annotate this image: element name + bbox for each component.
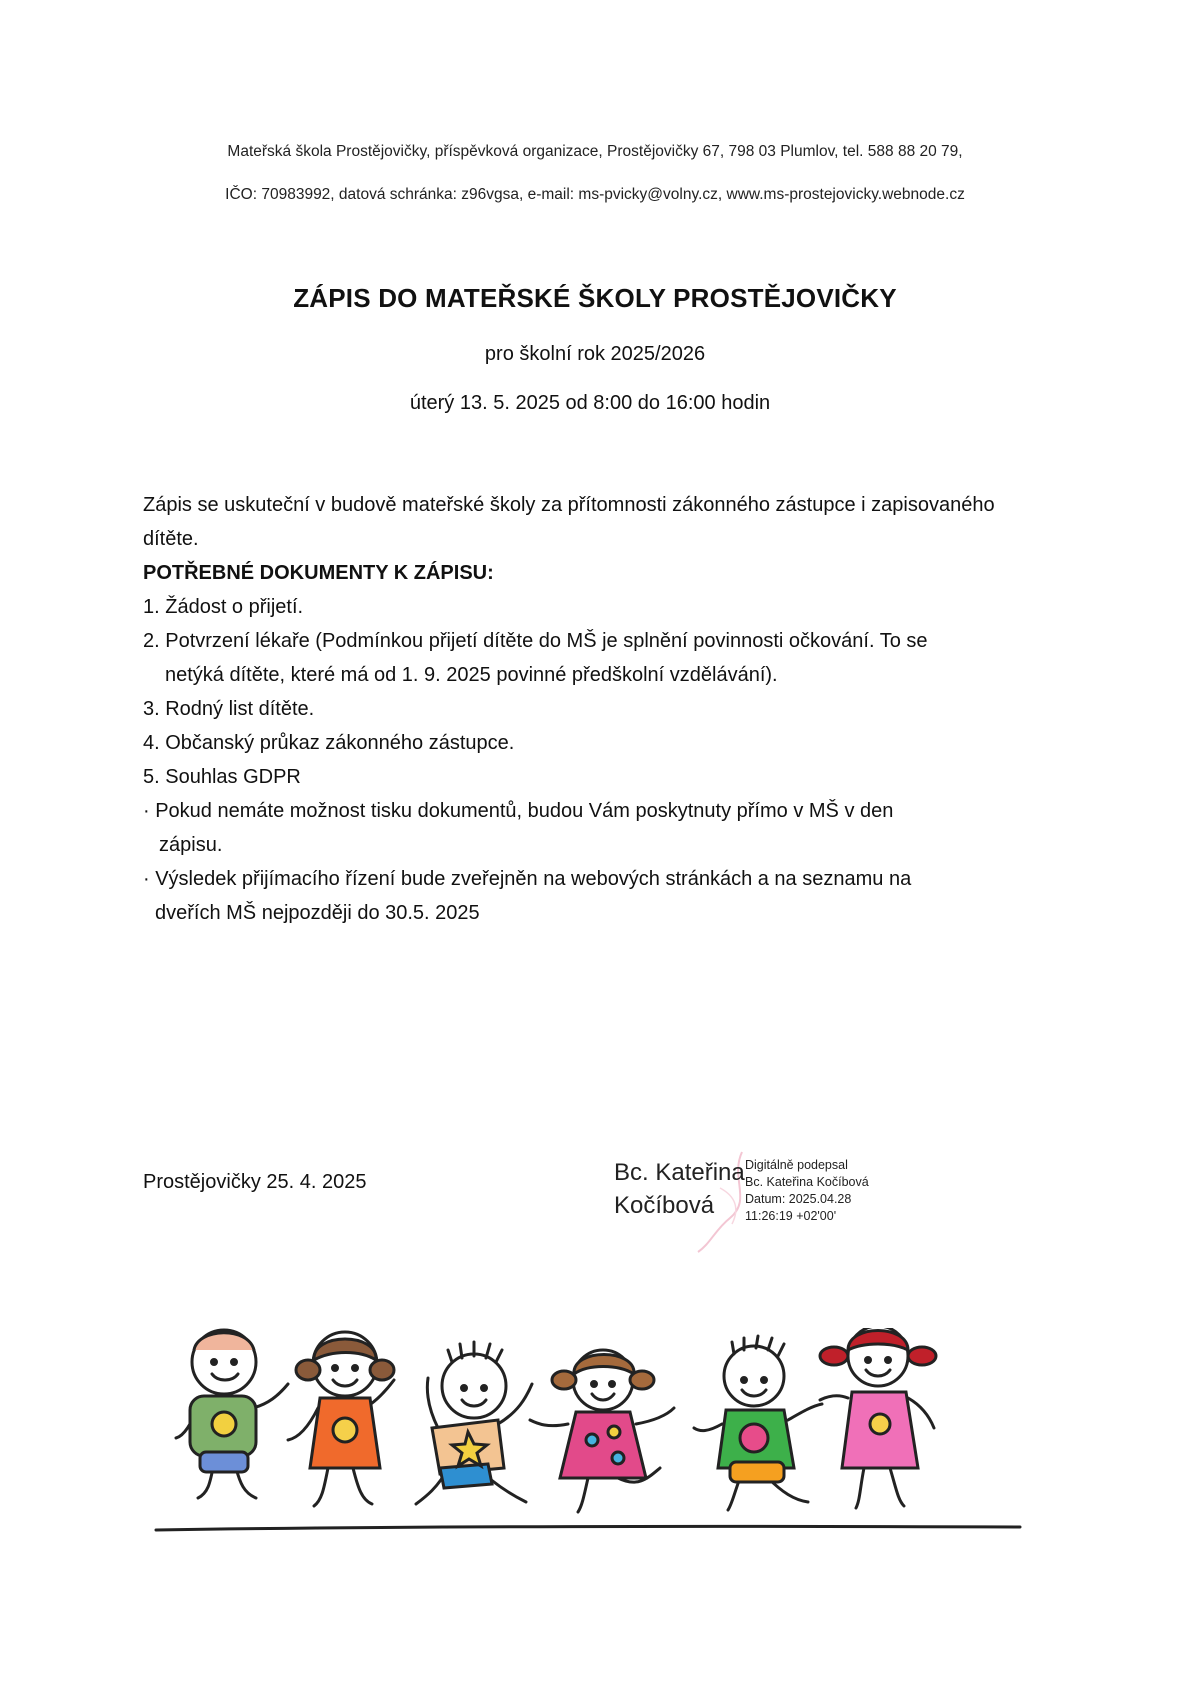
enrollment-date-time: úterý 13. 5. 2025 od 8:00 do 16:00 hodin — [409, 392, 771, 414]
child-1-icon — [176, 1330, 288, 1498]
signature-detail: Digitálně podepsal — [745, 1158, 848, 1172]
list-item: 5. Souhlas GDPR — [143, 766, 301, 788]
list-item: 4. Občanský průkaz zákonného zástupce. — [143, 732, 515, 754]
place-and-date: Prostějovičky 25. 4. 2025 — [143, 1171, 367, 1193]
list-item: 2. Potvrzení lékaře (Podmínkou přijetí dítěte do MŠ je splnění povinnosti očkování. To se — [143, 630, 928, 652]
header-contact-line: IČO: 70983992, datová schránka: z96vgsa, e-mail: ms-pvicky@volny.cz, www.ms-prostejovicky.webnode.cz — [225, 186, 965, 203]
note-item: · Pokud nemáte možnost tisku dokumentů, budou Vám poskytnuty přímo v MŠ v den — [143, 800, 894, 822]
child-6-icon — [820, 1328, 936, 1508]
intro-text: Zápis se uskuteční v budově mateřské školy za přítomnosti zákonného zástupce i zapisovaného — [143, 494, 995, 516]
documents-heading: POTŘEBNÉ DOKUMENTY K ZÁPISU: — [143, 562, 494, 584]
dancing-children-illustration-icon — [148, 1328, 1028, 1538]
signature-detail: 11:26:19 +02'00' — [745, 1209, 837, 1223]
child-5-icon — [694, 1336, 822, 1510]
school-year: pro školní rok 2025/2026 — [484, 343, 706, 365]
digital-signature-details — [745, 1157, 869, 1225]
intro-text-cont: dítěte. — [143, 528, 199, 550]
signature-detail: Datum: 2025.04.28 — [745, 1192, 852, 1206]
signature-detail: Bc. Kateřina Kočíbová — [745, 1175, 869, 1189]
signer-name-line: Bc. Kateřina — [614, 1159, 745, 1186]
note-item-cont: dveřích MŠ nejpozději do 30.5. 2025 — [155, 902, 480, 924]
child-4-icon — [530, 1350, 674, 1512]
signer-name-line: Kočíbová — [614, 1192, 715, 1219]
note-item-cont: zápisu. — [159, 834, 223, 856]
child-2-icon — [288, 1332, 394, 1506]
note-item: · Výsledek přijímacího řízení bude zveřejněn na webových stránkách a na seznamu na — [143, 868, 912, 890]
document-title: ZÁPIS DO MATEŘSKÉ ŠKOLY PROSTĚJOVIČKY — [293, 283, 897, 313]
list-item-cont: netýká dítěte, které má od 1. 9. 2025 povinné předškolní vzdělávání). — [165, 664, 778, 686]
header-address-line: Mateřská škola Prostějovičky, příspěvková organizace, Prostějovičky 67, 798 03 Plumlov, tel. 588 88 20 79, — [227, 143, 963, 160]
signer-name — [614, 1156, 745, 1222]
child-3-icon — [416, 1342, 532, 1504]
list-item: 3. Rodný list dítěte. — [143, 698, 315, 720]
list-item: 1. Žádost o přijetí. — [143, 596, 304, 618]
